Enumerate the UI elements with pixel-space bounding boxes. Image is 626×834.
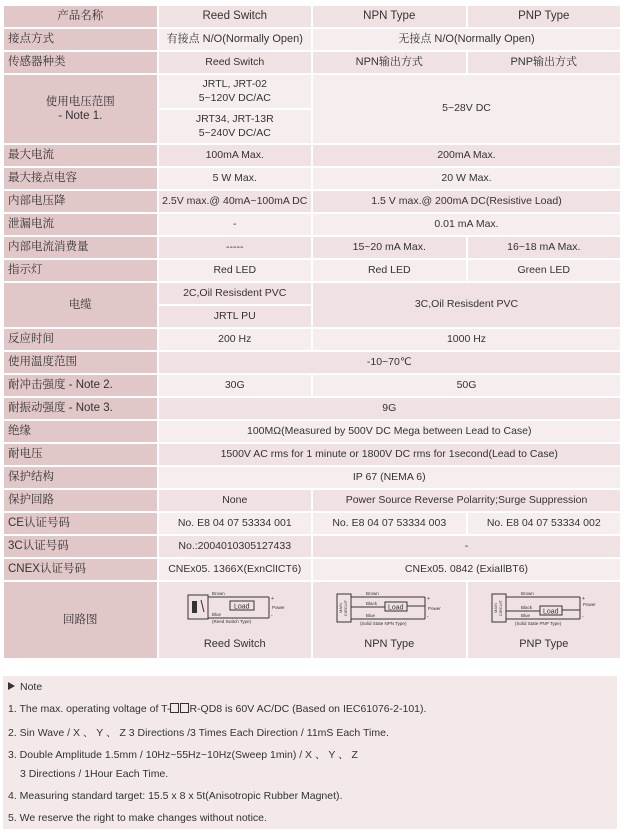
ce-label: CE认证号码 <box>4 513 157 534</box>
pnp-caption: (Solid State PNP Type) <box>514 621 561 627</box>
consumption-npn: 15~20 mA Max. <box>313 237 466 258</box>
row-withstand <box>4 444 620 465</box>
protection-structure-label: 保护结构 <box>4 467 157 488</box>
note-1 <box>8 703 426 715</box>
shock-reed: 30G <box>159 375 312 396</box>
sensor-label: 传感器种类 <box>4 52 157 73</box>
voltage-label-main: 使用电压范围 <box>45 95 115 108</box>
pnp-load-label: Load <box>542 608 559 616</box>
insulation-label: 绝缘 <box>4 421 157 442</box>
voltage-reed-1 <box>159 75 312 108</box>
row-vibration <box>4 398 620 419</box>
note-1-start: 1. The max. operating voltage of T- <box>8 703 171 715</box>
response-reed: 200 Hz <box>159 329 312 350</box>
row-indicator <box>4 260 620 281</box>
voltage-label-note: - Note 1. <box>58 110 103 122</box>
ccc-label: 3C认证号码 <box>4 536 157 557</box>
vibration-value: 9G <box>159 398 621 419</box>
npn-main-label: MAIN <box>338 603 344 614</box>
reed-minus-label: - <box>270 613 273 620</box>
row-header <box>4 6 620 27</box>
voltage-drop-label: 内部电压降 <box>4 191 157 212</box>
ccc-npn-pnp: - <box>313 536 620 557</box>
withstand-label: 耐电压 <box>4 444 157 465</box>
reed-caption: (Reed Switch Type) <box>211 619 251 625</box>
max-current-label: 最大电流 <box>4 145 157 166</box>
cnex-reed: CNEx05. 1366X(ExnClICT6) <box>159 559 312 580</box>
header-product-label: 产品名称 <box>4 6 157 27</box>
triangle-bullet-icon <box>8 682 15 690</box>
protection-circuit-reed: None <box>159 490 312 511</box>
response-npn-pnp: 1000 Hz <box>313 329 620 350</box>
cable-reed-1: 2C,Oil Resisdent PVC <box>159 283 312 304</box>
voltage-drop-reed: 2.5V max.@ 40mA~100mA DC <box>159 191 312 212</box>
row-max-capacity <box>4 168 620 189</box>
pnp-circuit-diagram <box>485 588 603 634</box>
pnp-brown-label: Brown <box>520 591 534 597</box>
row-ce <box>4 513 620 534</box>
shock-npn-pnp: 50G <box>313 375 620 396</box>
sensor-pnp: PNP输出方式 <box>468 52 621 73</box>
protection-circuit-label: 保护回路 <box>4 490 157 511</box>
indicator-npn: Red LED <box>313 260 466 281</box>
voltage-reed-2-model: JRT34, JRT-13R <box>195 113 274 126</box>
leakage-npn-pnp: 0.01 mA Max. <box>313 214 620 235</box>
row-insulation <box>4 421 620 442</box>
npn-circuit-diagram <box>330 588 448 634</box>
voltage-reed-2 <box>159 110 312 143</box>
pnp-circuit-text: CIRCUIT <box>497 600 503 617</box>
npn-brown-label: Brown <box>366 591 380 597</box>
row-voltage-1 <box>4 75 620 108</box>
circuit-npn <box>313 582 466 658</box>
pnp-main-label: MAIN <box>492 603 498 614</box>
row-contact <box>4 29 620 50</box>
npn-plus-label: + <box>427 596 431 603</box>
response-label: 反应时间 <box>4 329 157 350</box>
npn-power-label: Power <box>428 606 442 612</box>
row-voltage-drop <box>4 191 620 212</box>
protection-structure-value: IP 67 (NEMA 6) <box>159 467 621 488</box>
withstand-value: 1500V AC rms for 1 minute or 1800V DC rms for 1second(Lead to Case) <box>159 444 621 465</box>
notes-title-text: Note <box>20 681 43 693</box>
contact-reed: 有接点 N/O(Normally Open) <box>159 29 312 50</box>
indicator-reed: Red LED <box>159 260 312 281</box>
circuit-label: 回路图 <box>4 582 157 658</box>
indicator-label: 指示灯 <box>4 260 157 281</box>
pnp-minus-label: - <box>581 614 584 621</box>
cable-label: 电缆 <box>4 283 157 327</box>
leakage-label: 泄漏电流 <box>4 214 157 235</box>
pnp-black-label: Black <box>520 605 532 611</box>
reed-power-label: Power <box>271 605 285 611</box>
note-3-line-2: 3 Directions / 1Hour Each Time. <box>20 768 169 780</box>
note-1-end: R-QD8 is 60V AC/DC (Based on IEC61076-2-101). <box>189 703 427 715</box>
row-max-current <box>4 145 620 166</box>
voltage-reed-1-model: JRTL, JRT-02 <box>202 78 267 91</box>
pnp-plus-label: + <box>581 596 585 603</box>
insulation-value: 100MΩ(Measured by 500V DC Mega between Lead to Case) <box>159 421 621 442</box>
notes-title <box>8 681 42 693</box>
note-3-line-1: 3. Double Amplitude 1.5mm / 10Hz~55Hz~10Hz(Sweep 1min) / X 、 Y 、 Z <box>8 749 358 761</box>
circuit-pnp <box>468 582 621 658</box>
pnp-power-label: Power <box>582 602 596 608</box>
consumption-label: 内部电流消费量 <box>4 237 157 258</box>
row-response <box>4 329 620 350</box>
circuit-reed <box>159 582 312 658</box>
ce-npn: No. E8 04 07 53334 003 <box>313 513 466 534</box>
consumption-pnp: 16~18 mA Max. <box>468 237 621 258</box>
max-current-reed: 100mA Max. <box>159 145 312 166</box>
voltage-drop-npn-pnp: 1.5 V max.@ 200mA DC(Resistive Load) <box>313 191 620 212</box>
npn-circuit-text: CIRCUIT <box>343 600 349 617</box>
voltage-reed-1-range: 5~120V DC/AC <box>198 91 271 104</box>
vibration-label: 耐振动强度 - Note 3. <box>4 398 157 419</box>
row-protection-structure <box>4 467 620 488</box>
cable-npn-pnp: 3C,Oil Resisdent PVC <box>313 283 620 327</box>
sensor-npn: NPN输出方式 <box>313 52 466 73</box>
row-ccc <box>4 536 620 557</box>
consumption-reed: ----- <box>159 237 312 258</box>
row-cnex <box>4 559 620 580</box>
npn-minus-label: - <box>427 614 429 621</box>
contact-npn-pnp: 无接点 N/O(Normally Open) <box>313 29 620 50</box>
reed-load-label: Load <box>233 603 250 611</box>
npn-caption: (Solid State NPN Type) <box>360 621 407 627</box>
header-pnp: PNP Type <box>468 6 621 27</box>
max-capacity-label: 最大接点电容 <box>4 168 157 189</box>
ce-pnp: No. E8 04 07 53334 002 <box>468 513 621 534</box>
reed-blue-label: Blue <box>211 612 221 618</box>
indicator-pnp: Green LED <box>468 260 621 281</box>
note-5: 5. We reserve the right to make changes without notice. <box>8 812 267 824</box>
row-shock <box>4 375 620 396</box>
blank-box-icon <box>170 703 179 713</box>
notes-section <box>3 676 617 829</box>
row-circuit <box>4 582 620 658</box>
npn-blue-label: Blue <box>366 613 376 619</box>
reed-plus-label: + <box>270 596 274 603</box>
note-2: 2. Sin Wave / X 、 Y 、 Z 3 Directions /3 Times Each Direction / 11mS Each Time. <box>8 727 389 739</box>
reed-brown-label: Brown <box>211 591 225 597</box>
reed-circuit-name: Reed Switch <box>203 638 266 651</box>
max-capacity-npn-pnp: 20 W Max. <box>313 168 620 189</box>
contact-label: 接点方式 <box>4 29 157 50</box>
spec-table <box>2 4 622 660</box>
header-npn: NPN Type <box>313 6 466 27</box>
row-consumption <box>4 237 620 258</box>
temperature-label: 使用温度范围 <box>4 352 157 373</box>
row-protection-circuit <box>4 490 620 511</box>
ce-reed: No. E8 04 07 53334 001 <box>159 513 312 534</box>
row-cable-1 <box>4 283 620 304</box>
row-temperature <box>4 352 620 373</box>
max-current-npn-pnp: 200mA Max. <box>313 145 620 166</box>
temperature-value: -10~70℃ <box>159 352 621 373</box>
cnex-label: CNEX认证号码 <box>4 559 157 580</box>
max-capacity-reed: 5 W Max. <box>159 168 312 189</box>
voltage-npn-pnp: 5~28V DC <box>313 75 620 143</box>
voltage-reed-2-range: 5~240V DC/AC <box>198 126 271 139</box>
reed-switch-circuit-diagram <box>176 588 294 634</box>
npn-black-label: Black <box>366 601 378 607</box>
row-sensor <box>4 52 620 73</box>
protection-circuit-npn-pnp: Power Source Reverse Polarrity;Surge Suppression <box>313 490 620 511</box>
ccc-reed: No.:2004010305127433 <box>159 536 312 557</box>
note-4: 4. Measuring standard target: 15.5 x 8 x 5t(Anisotropic Rubber Magnet). <box>8 790 343 802</box>
pnp-blue-label: Blue <box>520 613 530 619</box>
npn-circuit-name: NPN Type <box>364 638 415 651</box>
voltage-label <box>4 75 157 143</box>
header-reed: Reed Switch <box>159 6 312 27</box>
cnex-npn-pnp: CNEx05. 0842 (ExiaIlBT6) <box>313 559 620 580</box>
row-leakage <box>4 214 620 235</box>
npn-load-label: Load <box>388 604 404 612</box>
sensor-reed: Reed Switch <box>159 52 312 73</box>
shock-label: 耐冲击强度 - Note 2. <box>4 375 157 396</box>
cable-reed-2: JRTL PU <box>159 306 312 327</box>
pnp-circuit-name: PNP Type <box>519 638 569 651</box>
leakage-reed: - <box>159 214 312 235</box>
